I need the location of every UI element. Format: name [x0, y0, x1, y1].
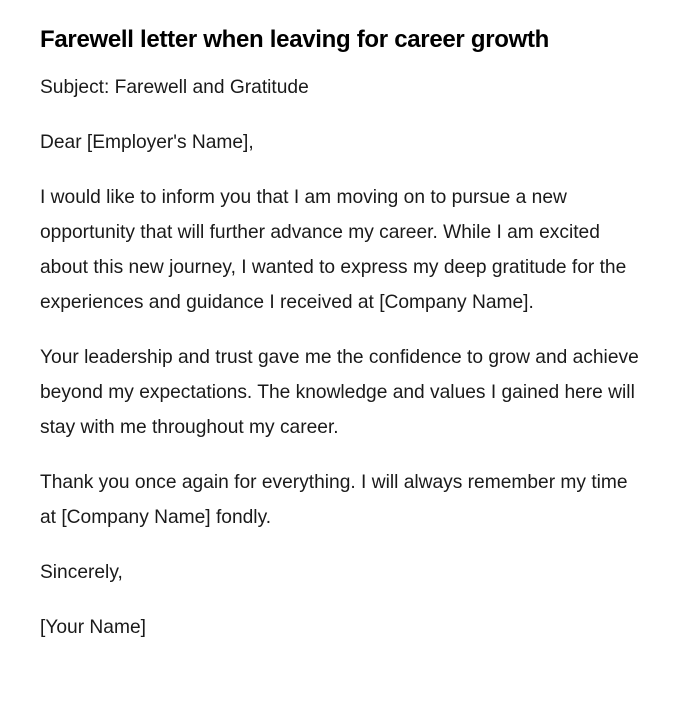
letter-title: Farewell letter when leaving for career growth — [40, 26, 550, 53]
letter-document — [40, 24, 640, 665]
letter-paragraph-3: Thank you once again for everything. I will always remember my time at [Company Name] fondly. — [40, 472, 628, 528]
letter-paragraph-2: Your leadership and trust gave me the confidence to grow and achieve beyond my expectations. The knowledge and values I gained here will stay with me throughout my career. — [40, 347, 639, 438]
letter-signature: [Your Name] — [40, 617, 146, 638]
letter-subject: Subject: Farewell and Gratitude — [40, 77, 309, 98]
letter-salutation: Dear [Employer's Name], — [40, 132, 254, 153]
letter-closing: Sincerely, — [40, 562, 123, 583]
letter-paragraph-1: I would like to inform you that I am moving on to pursue a new opportunity that will further advance my career. While I am excited about this new journey, I wanted to express my deep gratitude for the experiences and guidance I received at [Company Name]. — [40, 187, 627, 313]
